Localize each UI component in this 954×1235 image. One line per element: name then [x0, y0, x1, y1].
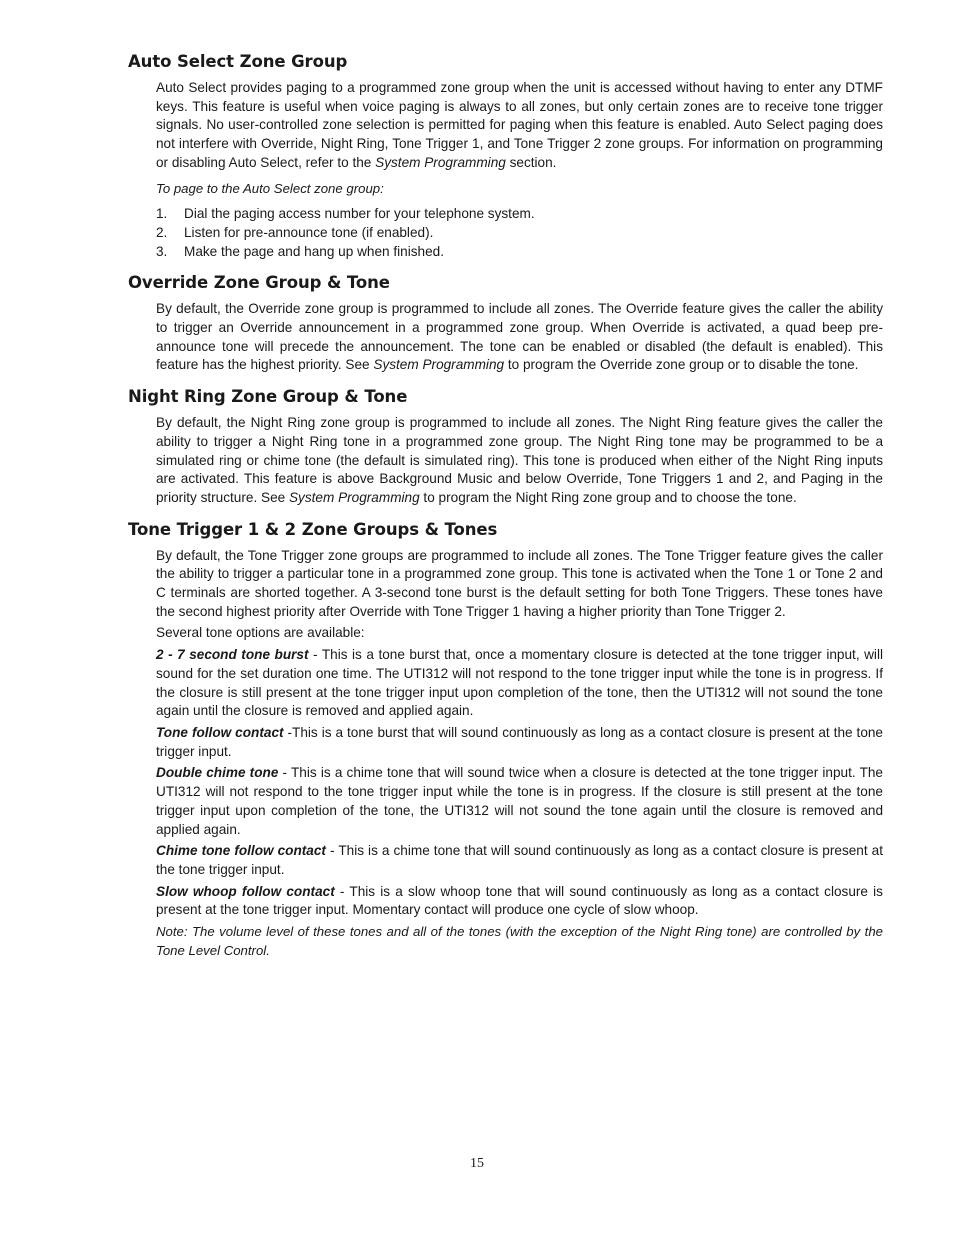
tone-option: [156, 646, 883, 721]
option-text: - This is a slow whoop tone that will sound continuously as long as a contact closure is present at the tone trigger input. Momentary contact will produce one cycle of slow whoop.: [156, 883, 883, 918]
section-heading: Tone Trigger 1 & 2 Zone Groups & Tones: [128, 519, 498, 539]
option-text: -This is a tone burst that will sound continuously as long as a contact closure is present at the tone trigger input.: [156, 724, 883, 759]
section-body: [156, 547, 883, 961]
tone-option: [156, 764, 883, 839]
section-auto-select: [128, 52, 883, 261]
list-item: [156, 205, 883, 224]
option-label: Tone follow contact: [156, 724, 284, 740]
paragraph: [156, 300, 883, 375]
section-body: [156, 414, 883, 508]
section-night-ring: [128, 387, 883, 508]
procedure-intro: To page to the Auto Select zone group:: [156, 180, 384, 196]
tone-option: [156, 883, 883, 920]
section-override: [128, 273, 883, 375]
option-text: - This is a tone burst that, once a momentary closure is detected at the tone trigger input, will sound for the set duration one time. The UTI312 will not respond to the tone trigger input while the tone is in progress. If the closure is still present at the tone trigger input upon completion of the tone, then the UTI312 will not sound the tone again until the closure is removed and applied again.: [156, 647, 883, 719]
tone-option: [156, 842, 883, 879]
page-number: 15: [470, 1156, 484, 1171]
option-text: - This is a chime tone that will sound continuously as long as a contact closure is present at the tone trigger input.: [156, 843, 884, 877]
step-text: Dial the paging access number for your telephone system.: [184, 206, 535, 222]
paragraph: By default, the Tone Trigger zone groups are programmed to include all zones. The Tone Trigger feature gives the caller the ability to trigger a particular tone in a programmed zone group. This tone is activated when the Tone 1 or Tone 2 and C terminals are shorted together. A 3-second tone burst is the default setting for both Tone Triggers. These tones have the second highest priority after Override with Tone Trigger 1 having a higher priority than Tone Trigger 2.: [156, 547, 883, 619]
cross-reference: System Programming: [288, 489, 420, 505]
step-number: 2.: [156, 224, 168, 240]
paragraph: [156, 414, 883, 508]
paragraph-text: to program the Night Ring zone group and to choose the tone.: [419, 489, 797, 505]
section-body: [156, 300, 883, 375]
cross-reference: System Programming: [375, 154, 506, 170]
tone-option: [156, 724, 883, 761]
section-tone-trigger: [128, 520, 883, 961]
section-heading: Auto Select Zone Group: [128, 52, 348, 71]
paragraph-text: section.: [505, 154, 557, 170]
procedure-steps: [156, 205, 883, 261]
option-label: 2 - 7 second tone burst: [156, 647, 309, 663]
option-label: Chime tone follow contact: [156, 843, 326, 859]
cross-reference: System Programming: [373, 357, 505, 373]
option-label: Slow whoop follow contact: [156, 883, 335, 899]
paragraph: Several tone options are available:: [156, 625, 365, 641]
step-text: Make the page and hang up when finished.: [184, 243, 444, 259]
section-heading: Override Zone Group & Tone: [128, 273, 390, 293]
step-number: 3.: [156, 243, 168, 259]
paragraph-text: to program the Override zone group or to disable the tone.: [504, 357, 859, 373]
option-label: Double chime tone: [156, 765, 279, 781]
section-heading: Night Ring Zone Group & Tone: [128, 387, 408, 407]
page-content: [128, 52, 883, 972]
section-body: [156, 79, 883, 261]
list-item: [156, 243, 883, 262]
paragraph-text: By default, the Override zone group is programmed to include all zones. The Override feature gives the caller the ability to trigger an Override announcement in a programmed zone group. When Override is activated, a quad beep pre-announce tone will precede the announcement. The tone can be enabled or disabled (the default is enabled). This feature has the highest priority. See: [156, 301, 883, 373]
option-text: - This is a chime tone that will sound twice when a closure is detected at the tone trigger input. The UTI312 will not respond to the tone trigger input while the tone is in progress. If the closure is still present at the tone trigger input upon completion of the tone, the UTI312 will not sound the tone again until the closure is removed and applied again.: [156, 765, 883, 837]
list-item: [156, 224, 883, 243]
paragraph-text: Auto Select provides paging to a programmed zone group when the unit is accessed without having to enter any DTMF keys. This feature is useful when voice paging is always to all zones, but only certain zones are to receive tone trigger signals. No user-controlled zone selection is permitted for paging when this feature is enabled. Auto Select paging does not interfere with Override, Night Ring, Tone Trigger 1, and Tone Trigger 2 zone groups. For information on programming or disabling Auto Select, refer to the: [156, 80, 883, 170]
step-text: Listen for pre-announce tone (if enabled).: [184, 224, 434, 240]
note: Note: The volume level of these tones and all of the tones (with the exception of the Night Ring tone) are controlled by the Tone Level Control.: [156, 924, 883, 958]
step-number: 1.: [156, 206, 168, 222]
paragraph: [156, 79, 883, 173]
paragraph-text: By default, the Night Ring zone group is programmed to include all zones. The Night Ring feature gives the caller the ability to trigger a Night Ring tone in a programmed zone group. The Night Ring tone may be programmed to be a simulated ring or chime tone (the default is simulated ring). This tone is produced when either of the Night Ring inputs are activated. This feature is above Background Music and below Override, Tone Triggers 1 and 2, and Paging in the priority structure. See: [156, 415, 883, 505]
